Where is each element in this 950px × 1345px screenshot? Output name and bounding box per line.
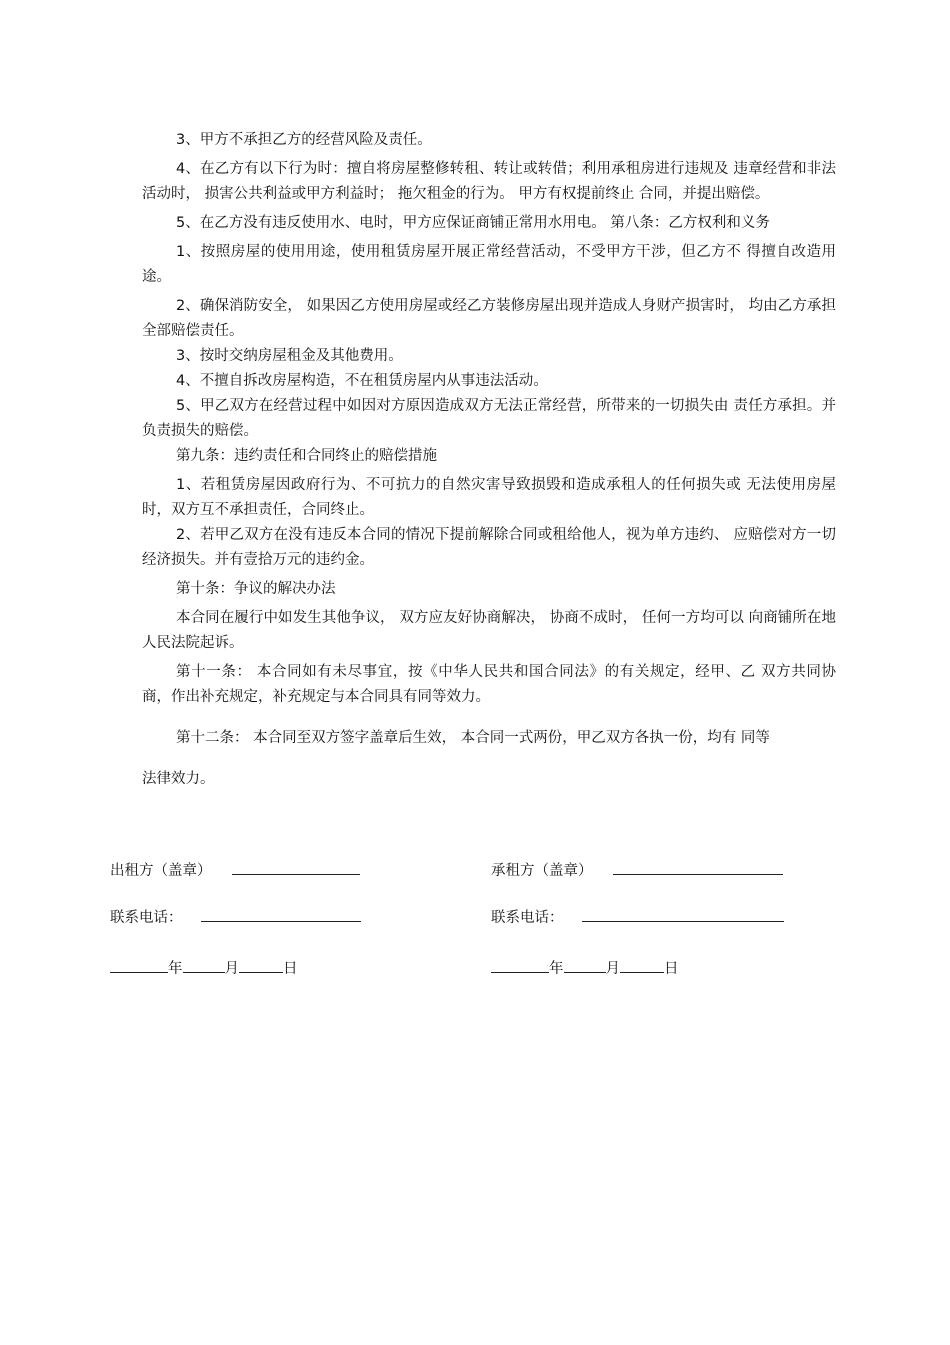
clause-11-text: 第十一条： 本合同如有未尽事宜，按《中华人民共和国合同法》的有关规定，经甲、乙 双方共同协商，作出补充规定，补充规定与本合同具有同等效力。: [142, 664, 836, 705]
lessor-day-field[interactable]: [239, 958, 283, 973]
clause-7-item-3: 3、甲方不承担乙方的经营风险及责任。: [176, 132, 432, 148]
clause-12-text: 第十二条： 本合同至双方签字盖章后生效， 本合同一式两份，甲乙双方各执一份，均有 同等: [176, 730, 770, 746]
clause-8-item-1: 1、按照房屋的使用用途，使用租赁房屋开展正常经营活动，不受甲方干涉，但乙方不 得擅自改造用途。: [142, 244, 836, 285]
lessor-date-row: [110, 958, 298, 979]
lessee-year-label: 年: [549, 961, 564, 977]
lessee-month-label: 月: [605, 961, 620, 977]
lessee-date-row: [491, 958, 679, 979]
clause-9-heading: 第九条：违约责任和合同终止的赔偿措施: [176, 448, 437, 464]
clause-8-item-3: 3、按时交纳房屋租金及其他费用。: [176, 348, 403, 364]
lessee-day-field[interactable]: [620, 958, 664, 973]
lessee-phone-field[interactable]: [582, 907, 784, 922]
clause-9-item-2: 2、若甲乙双方在没有违反本合同的情况下提前解除合同或租给他人，视为单方违约、 应赔偿对方一切经济损失。并有壹拾万元的违约金。: [142, 527, 836, 568]
clause-8-item-2: 2、确保消防安全， 如果因乙方使用房屋或经乙方装修房屋出现并造成人身财产损害时， 均由乙方承担全部赔偿责任。: [142, 298, 836, 339]
clause-12-continuation: 法律效力。: [142, 771, 215, 787]
lessor-month-field[interactable]: [183, 958, 225, 973]
lessor-phone-label: 联系电话：: [110, 910, 183, 926]
lessor-seal-row: [110, 860, 360, 881]
clause-9-item-1: 1、若租赁房屋因政府行为、不可抗力的自然灾害导致损毁和造成承租人的任何损失或 无法使用房屋时，双方互不承担责任，合同终止。: [142, 477, 836, 518]
lessor-seal-field[interactable]: [232, 860, 360, 875]
lessee-month-field[interactable]: [564, 958, 606, 973]
clause-8-item-4: 4、不擅自拆改房屋构造，不在租赁房屋内从事违法活动。: [176, 373, 548, 389]
clause-8-item-5: 5、甲乙双方在经营过程中如因对方原因造成双方无法正常经营，所带来的一切损失由 责任方承担。并负责损失的赔偿。: [142, 398, 836, 439]
clause-7-item-4: 4、在乙方有以下行为时：擅自将房屋整修转租、转让或转借；利用承租房进行违规及 违章经营和非法活动时， 损害公共利益或甲方利益时； 拖欠租金的行为。 甲方有权提前终止 合同，并提出赔偿。: [142, 161, 836, 202]
clause-10-heading: 第十条：争议的解决办法: [176, 581, 336, 597]
lessor-phone-field[interactable]: [201, 907, 361, 922]
lessee-seal-field[interactable]: [613, 860, 783, 875]
lessor-year-field[interactable]: [110, 958, 168, 973]
lessee-year-field[interactable]: [491, 958, 549, 973]
clause-10-text: 本合同在履行中如发生其他争议， 双方应友好协商解决， 协商不成时， 任何一方均可以 向商铺所在地人民法院起诉。: [142, 610, 836, 651]
lessee-label: 承租方（盖章）: [491, 863, 593, 879]
lessee-day-label: 日: [664, 961, 679, 977]
lessor-phone-row: [110, 907, 361, 928]
contract-body: [142, 128, 836, 792]
lessee-phone-row: [491, 907, 784, 928]
lessor-label: 出租方（盖章）: [110, 863, 212, 879]
lessee-phone-label: 联系电话：: [491, 910, 564, 926]
lessee-seal-row: [491, 860, 783, 881]
lessor-year-label: 年: [168, 961, 183, 977]
clause-7-item-5: 5、在乙方没有违反使用水、电时，甲方应保证商铺正常用水用电。 第八条：乙方权利和义务: [176, 215, 770, 231]
lessor-day-label: 日: [283, 961, 298, 977]
lessor-month-label: 月: [224, 961, 239, 977]
